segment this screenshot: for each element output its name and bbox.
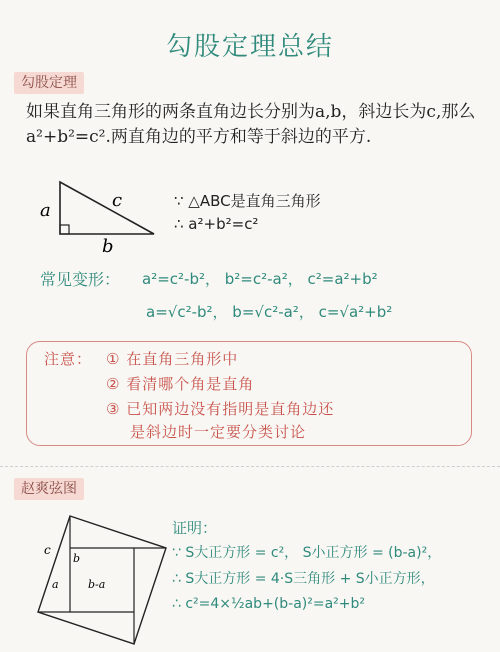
triangle-label-a: a	[40, 200, 51, 221]
section-divider	[0, 466, 500, 467]
diagram-label-b-minus-a: b-a	[88, 578, 106, 591]
diagram-label-c: c	[44, 543, 51, 557]
diagram-label-b: b	[73, 552, 81, 565]
diagram-label-a: a	[52, 578, 59, 591]
variants-label: 常见变形：	[40, 270, 121, 289]
proof-line-3: ∴ c²=4×½ab+(b-a)²=a²+b²	[172, 596, 366, 612]
note-item-2: ② 看清哪个角是直角	[106, 375, 255, 393]
triangle-shape	[60, 182, 154, 234]
therefore-line: ∴ a²+b²=c²	[174, 215, 259, 233]
note-item-1: ① 在直角三角形中	[106, 350, 239, 368]
section-tag-zhaoshuang: 赵爽弦图	[14, 478, 84, 500]
zhaoshuang-diagram	[30, 508, 180, 648]
variants-row-1: a²=c²-b²， b²=c²-a²， c²=a²+b²	[142, 270, 378, 288]
variants-row-2: a=√c²-b²， b=√c²-a²， c=√a²+b²	[146, 303, 393, 321]
proof-title: 证明：	[172, 519, 218, 537]
note-item-3-continued: 是斜边时一定要分类讨论	[130, 423, 307, 441]
proof-line-1: ∵ S大正方形 = c²， S小正方形 = (b-a)²，	[172, 545, 442, 561]
page-title: 勾股定理总结	[165, 32, 334, 62]
right-triangle-figure	[36, 176, 166, 256]
theorem-statement: 如果直角三角形的两条直角边长分别为a,b，斜边长为c,那么a²+b²=c².两直角边的平方和等于斜边的平方.	[26, 102, 476, 147]
because-line: ∵ △ABC是直角三角形	[174, 192, 321, 210]
section-tag-pythagorean: 勾股定理	[14, 72, 84, 94]
triangle-label-b: b	[102, 236, 114, 256]
triangle-label-c: c	[112, 190, 123, 211]
notes-label: 注意：	[44, 350, 93, 368]
proof-line-2: ∴ S大正方形 = 4·S三角形 + S小正方形，	[172, 571, 435, 587]
note-item-3: ③ 已知两边没有指明是直角边还	[106, 400, 335, 418]
right-angle-mark	[60, 225, 69, 234]
